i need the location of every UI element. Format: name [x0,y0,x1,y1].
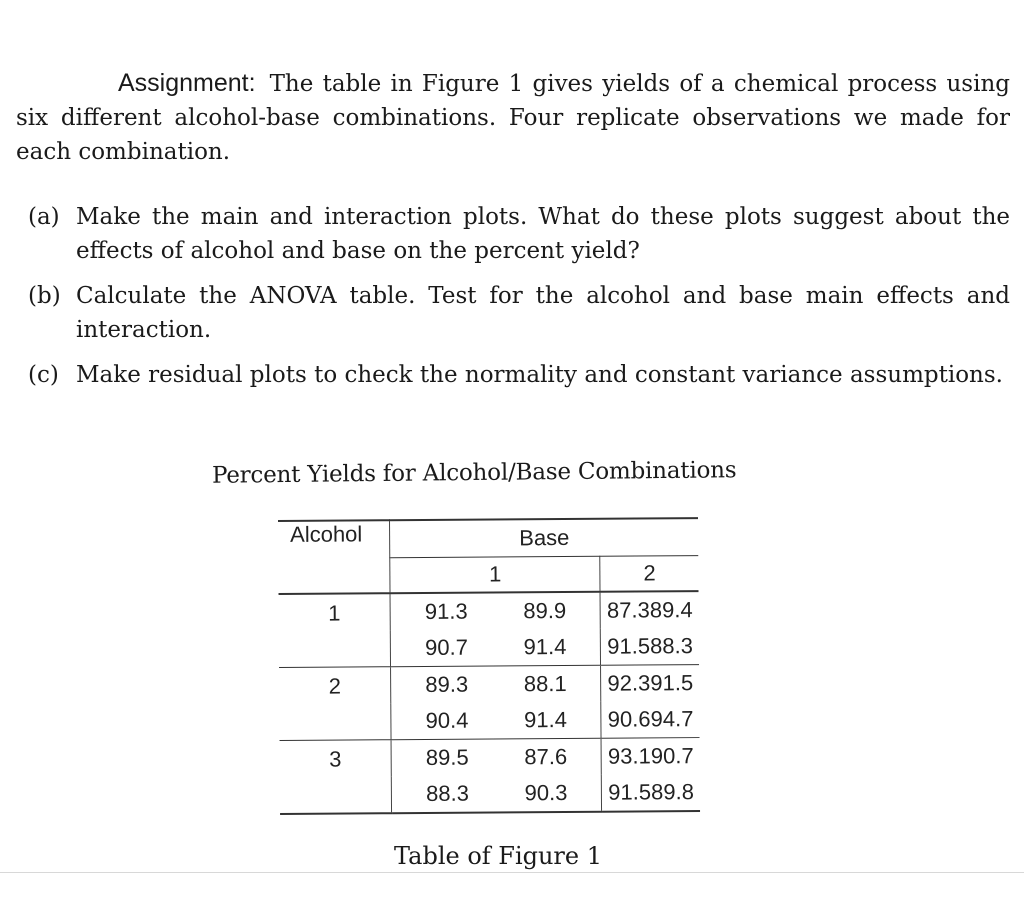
yield-value: 91.5 [650,670,694,696]
yield-value: 88.3 [425,780,469,806]
base-level-1: 1 [390,556,600,593]
question-label: (a) [28,204,60,230]
alcohol-header: Alcohol [278,520,390,594]
yield-value: 89.8 [650,779,694,805]
table-row [601,628,699,665]
table-row [392,739,601,776]
question-text: Make the main and interaction plots. What do these plots suggest about the effects of alcohol and base on the percent yield? [76,204,1010,264]
assignment-body: The table in Figure 1 gives yields of a chemical process using six different alcohol-base combinations. Four replicate observations we made for each combination. [16,71,1010,165]
yield-value: 89.5 [425,744,469,770]
question-label: (b) [28,283,61,309]
yield-value: 91.5 [608,779,652,805]
yield-value: 94.7 [650,706,694,732]
alcohol-level-1: 1 [279,593,391,667]
yield-value: 91.3 [424,598,468,624]
question-c [28,358,1010,392]
question-list [28,200,1010,403]
yield-value: 90.7 [424,634,468,660]
table-row [602,701,700,738]
yield-value: 91.5 [607,633,651,659]
figure-label: Table of Figure 1 [394,842,603,870]
question-text: Make residual plots to check the normality and constant variance assumptions. [76,362,1003,388]
yield-value: 90.6 [607,706,651,732]
table-caption: Percent Yields for Alcohol/Base Combinations [211,457,737,489]
alcohol-level-3: 3 [280,740,392,814]
base-header: Base [390,518,698,558]
question-b [28,279,1010,347]
table-row [392,702,601,739]
yield-value: 87.6 [524,743,568,770]
yield-value: 90.7 [650,743,694,769]
table-row [601,665,699,702]
table-row [391,666,600,703]
question-label: (c) [28,362,59,388]
yield-value: 90.4 [425,707,469,733]
table-row [602,774,700,811]
yield-value: 90.3 [524,779,568,806]
base-level-2: 2 [643,560,656,586]
table-row [602,738,700,775]
alcohol-level-2: 2 [279,667,391,741]
yield-value: 91.4 [523,706,567,733]
yield-value: 89.3 [425,671,469,697]
question-a [28,200,1010,268]
yield-value: 92.3 [607,670,651,696]
yield-value: 89.9 [523,597,567,624]
table-row [392,775,601,812]
yield-value: 93.1 [607,743,651,769]
yield-value: 89.4 [649,597,693,623]
bottom-divider [0,872,1024,873]
question-text: Calculate the ANOVA table. Test for the alcohol and base main effects and interaction. [76,283,1010,343]
assignment-intro [16,66,1010,169]
yields-table-container [278,517,700,810]
table-row [391,629,600,666]
yield-value: 88.3 [649,633,693,659]
assignment-lead: Assignment: [118,69,256,97]
yield-value: 91.4 [523,633,567,660]
yields-table [278,517,700,815]
table-row [601,592,699,629]
yield-value: 88.1 [523,670,567,697]
table-row [391,593,600,630]
yield-value: 87.3 [606,597,650,623]
